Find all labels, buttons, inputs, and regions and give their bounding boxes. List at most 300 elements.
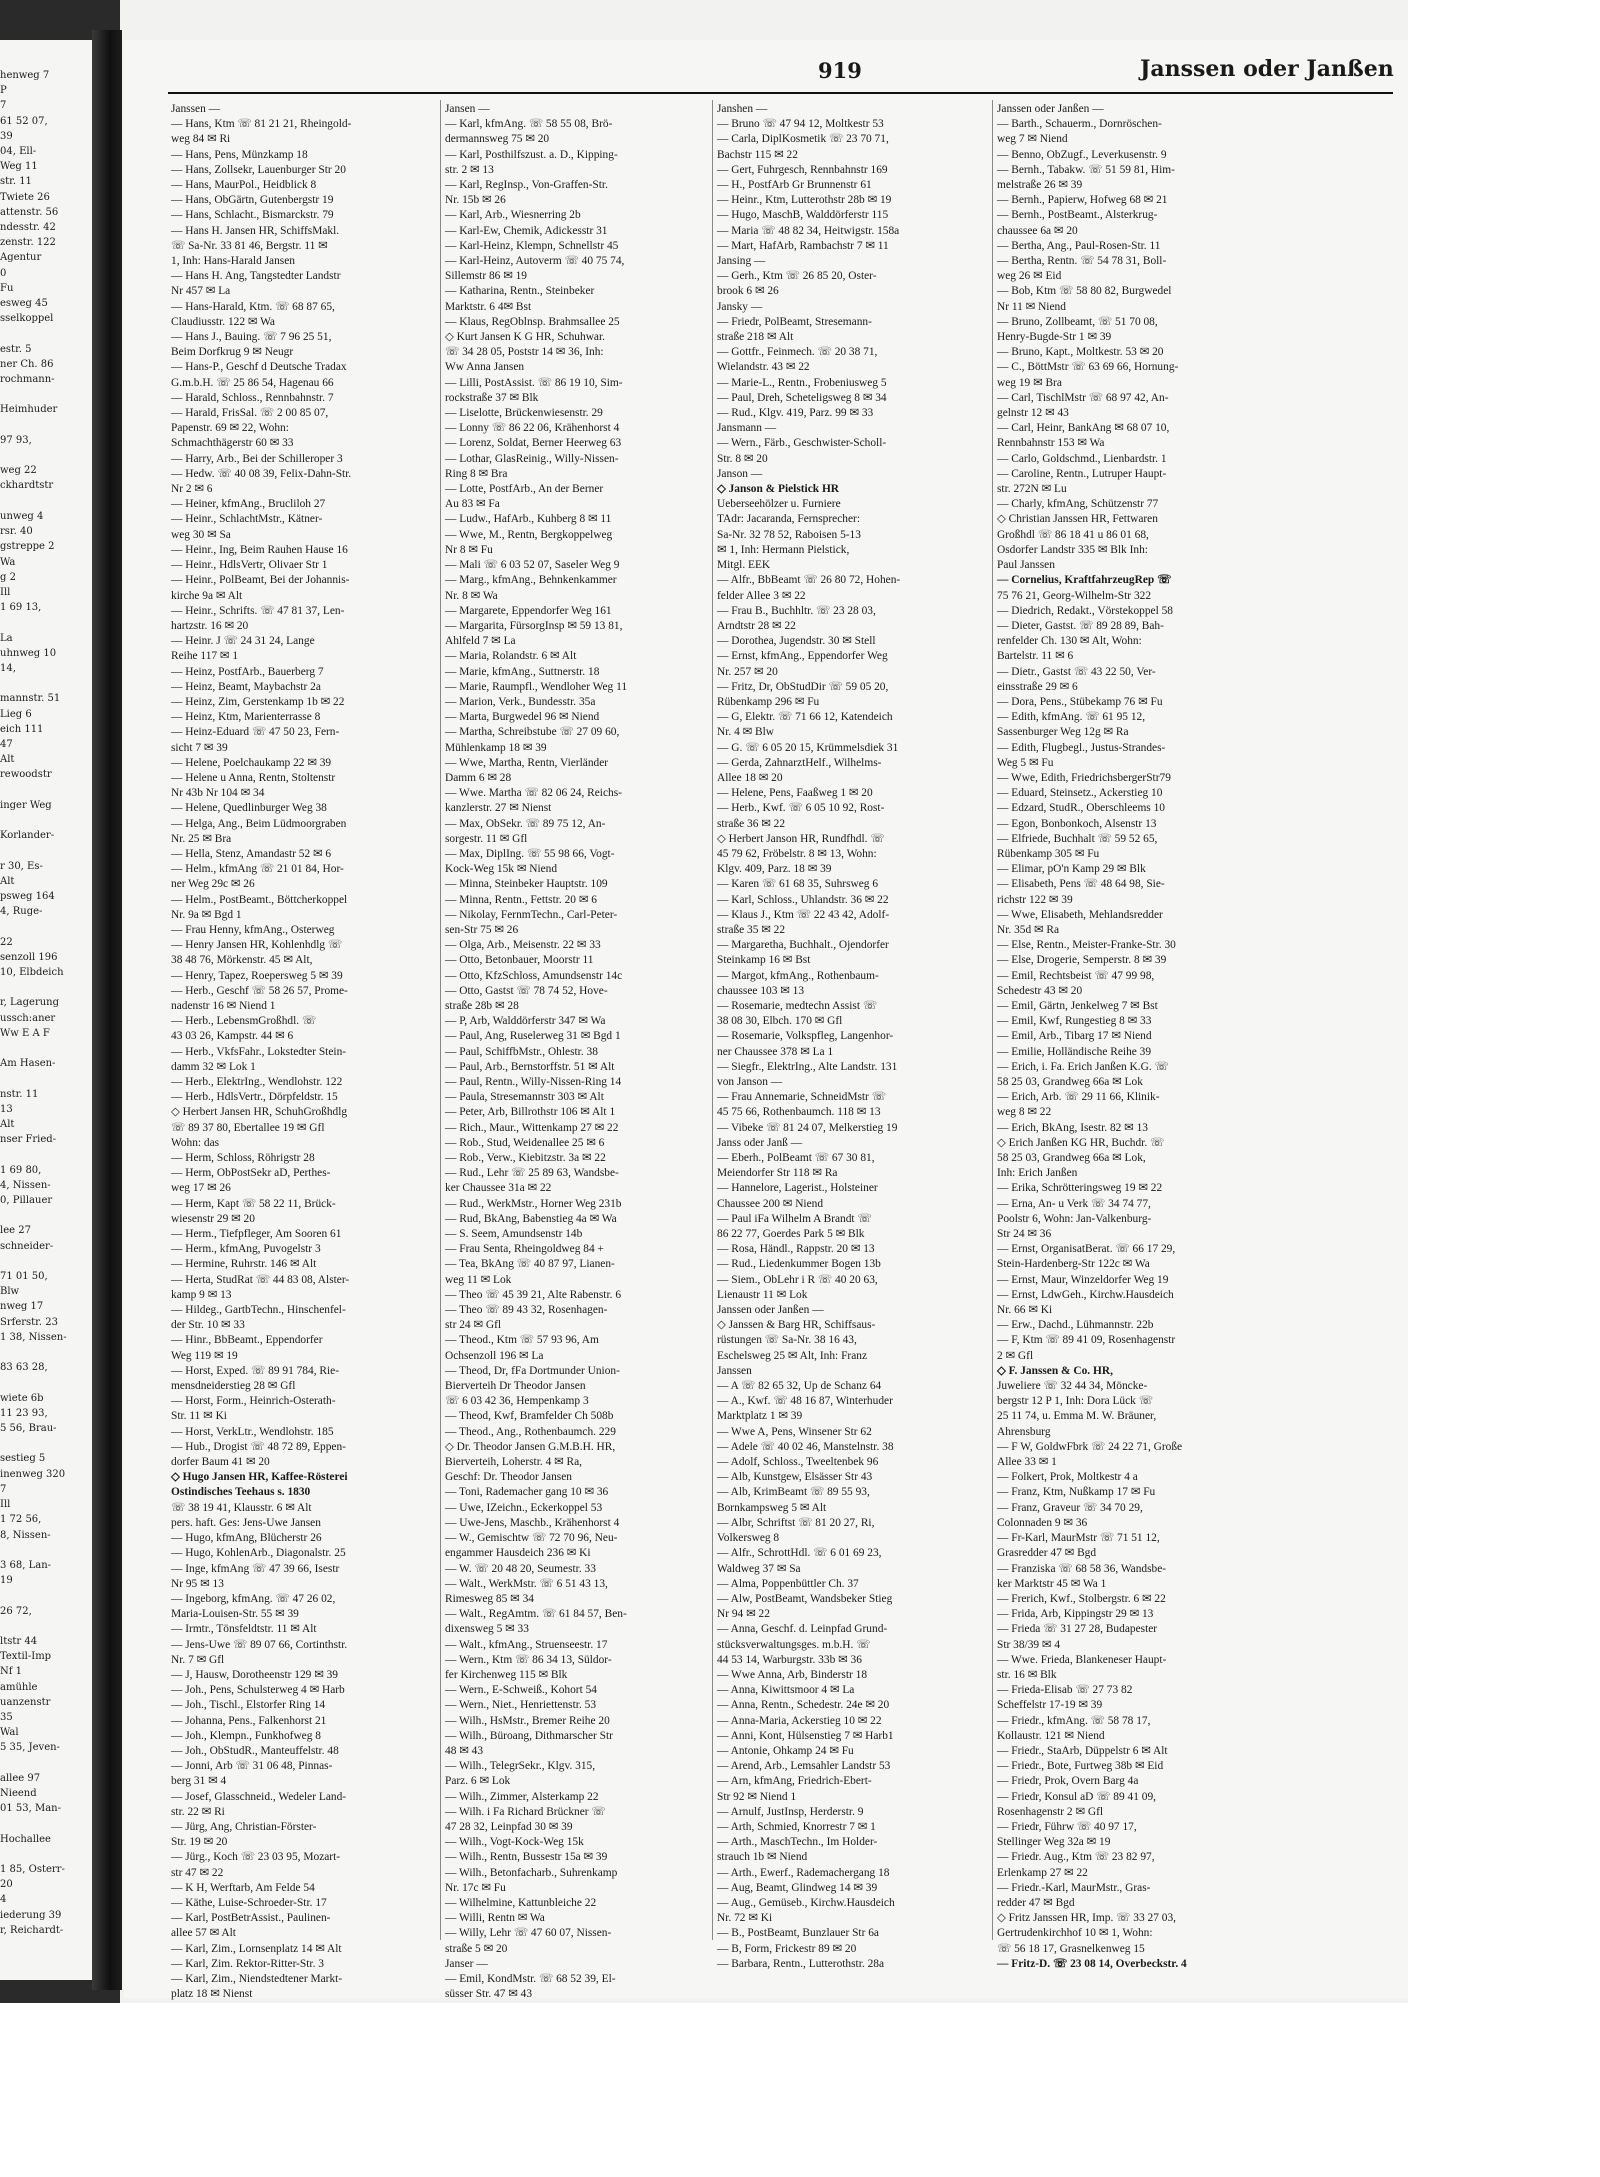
left-page-text-fragment <box>0 980 92 995</box>
directory-entry: — Heinz, PostfArb., Bauerberg 7 <box>171 665 324 678</box>
directory-entry: — Karl, Zim., Lornsenplatz 14 ✉ Alt <box>171 1942 342 1955</box>
directory-entry: — Wwe Anna, Arb, Binderstr 18 <box>717 1668 868 1681</box>
directory-entry: Allee 33 ✉ 1 <box>997 1456 1057 1469</box>
left-page-text-fragment: P <box>0 85 7 97</box>
directory-entry: — Wwe, M., Rentn, Bergkoppelweg <box>445 528 613 541</box>
directory-entry: 38 08 30, Elbch. 170 ✉ Gfl <box>717 1015 843 1028</box>
directory-entry: — Hans J., Bauing. ☏ 7 96 25 51, <box>171 331 332 344</box>
directory-entry: hartzstr. 16 ✉ 20 <box>171 619 249 632</box>
directory-entry: — Max, DiplIng. ☏ 55 98 66, Vogt- <box>445 847 615 860</box>
directory-entry: — Gerh., Ktm ☏ 26 85 20, Oster- <box>717 270 877 283</box>
directory-entry: — Erw., Dachd., Lühmannstr. 22b <box>997 1319 1154 1332</box>
directory-entry: — Wern., Färb., Geschwister-Scholl- <box>717 437 887 450</box>
directory-entry: — Irmtr., Tönsfeldtstr. 11 ✉ Alt <box>171 1623 317 1636</box>
directory-entry: ☏ 56 18 17, Grasnelkenweg 15 <box>997 1942 1145 1955</box>
directory-entry: — Rud., WerkMstr., Horner Weg 231b <box>445 1197 622 1210</box>
directory-entry: — W. ☏ 20 48 20, Seumestr. 33 <box>445 1562 596 1575</box>
left-page-text-fragment <box>0 783 92 798</box>
left-page-text-fragment: 35 <box>0 1711 13 1723</box>
directory-entry: — Benno, ObZugf., Leverkusenstr. 9 <box>997 148 1167 161</box>
directory-entry: ◇ Janssen & Barg HR, Schiffsaus- <box>717 1319 876 1332</box>
left-page-text-fragment <box>0 326 92 341</box>
left-page-text-fragment: Alt <box>0 754 15 766</box>
directory-entry: — Margot, kfmAng., Rothenbaum- <box>717 969 879 982</box>
directory-entry: — Hans, MaurPol., Heidblick 8 <box>171 179 317 192</box>
directory-entry: — A ☏ 82 65 32, Up de Schanz 64 <box>717 1380 882 1393</box>
directory-entry: — Anna-Maria, Ackerstieg 10 ✉ 22 <box>717 1714 882 1727</box>
directory-entry: — Fr-Karl, MaurMstr ☏ 71 51 12, <box>997 1532 1160 1545</box>
directory-entry: ner Weg 29c ✉ 26 <box>171 878 255 891</box>
directory-entry: straße 218 ✉ Alt <box>717 331 794 344</box>
left-page-text-fragment <box>0 387 92 402</box>
directory-page <box>124 40 1408 2001</box>
left-page-text-fragment: unweg 4 <box>0 510 44 522</box>
section-heading: Janson — <box>717 467 763 480</box>
directory-entry: — Paul, Dreh, Scheteligsweg 8 ✉ 34 <box>717 391 887 404</box>
directory-entry: bergstr 12 P 1, Inh: Dora Lück ☏ <box>997 1395 1153 1408</box>
directory-entry: mensdneiderstieg 28 ✉ Gfl <box>171 1380 296 1393</box>
directory-entry: — Margarita, FürsorgInsp ✉ 59 13 81, <box>445 619 623 632</box>
directory-entry: — Paul, Rentn., Willy-Nissen-Ring 14 <box>445 1076 622 1088</box>
left-page-text-fragment: 8, Nissen- <box>0 1529 51 1541</box>
left-page-text-fragment <box>0 1543 92 1558</box>
directory-entry: Klgv. 409, Parz. 18 ✉ 39 <box>717 863 832 876</box>
left-page-text-fragment: Weg 11 <box>0 161 38 173</box>
left-page-text-fragment: amühle <box>0 1681 38 1693</box>
directory-entry: Str 92 ✉ Niend 1 <box>717 1790 797 1803</box>
left-page-text-fragment: rewoodstr <box>0 769 52 781</box>
directory-entry: Meiendorfer Str 118 ✉ Ra <box>717 1167 838 1180</box>
directory-entry: Arndtstr 28 ✉ 22 <box>717 619 796 632</box>
directory-entry: — Hans, Zollsekr, Lauenburger Str 20 <box>171 163 346 176</box>
directory-entry: Paul Janssen <box>997 559 1055 572</box>
directory-entry: — Bruno, Zollbeamt, ☏ 51 70 08, <box>997 315 1158 328</box>
left-page-text-fragment: 7 <box>0 1483 7 1495</box>
directory-entry: — Marion, Verk., Bundesstr. 35a <box>445 695 596 708</box>
directory-entry: — Heinr., SchlachtMstr., Kätner- <box>171 513 323 526</box>
directory-entry: — Frida, Arb, Kippingstr 29 ✉ 13 <box>997 1608 1154 1621</box>
directory-entry: Henry-Bugde-Str 1 ✉ 39 <box>997 331 1112 344</box>
directory-entry: — Herm, Schloss, Röhrigstr 28 <box>171 1152 315 1165</box>
directory-entry: — A., Kwf. ☏ 48 16 87, Winterhuder <box>717 1395 893 1408</box>
directory-entry: Str. 19 ✉ 20 <box>171 1836 228 1849</box>
directory-entry: — Fritz, Dr, ObStudDir ☏ 59 05 20, <box>717 680 889 693</box>
left-page-text-fragment: estr. 5 <box>0 343 32 355</box>
left-page-text-fragment <box>0 1041 92 1056</box>
directory-entry: — Paul, Arb., Bernstorffstr. 51 ✉ Alt <box>445 1060 615 1073</box>
directory-entry: — Karl, kfmAng. ☏ 58 55 08, Brö- <box>445 118 613 131</box>
directory-entry: — Jürg., Koch ☏ 23 03 95, Mozart- <box>171 1851 341 1864</box>
directory-entry: — Josef, Glasschneid., Wedeler Land- <box>171 1790 347 1803</box>
directory-entry: ☏ Sa-Nr. 33 81 46, Bergstr. 11 ✉ <box>171 239 328 252</box>
directory-entry: — Helene, Quedlinburger Weg 38 <box>171 802 327 815</box>
left-page-text-fragment <box>0 1619 92 1634</box>
directory-entry: redder 47 ✉ Bgd <box>997 1896 1075 1909</box>
directory-entry: ker Chaussee 31a ✉ 22 <box>445 1182 552 1195</box>
left-page-text-fragment: Alt <box>0 875 15 887</box>
directory-entry: — Bob, Ktm ☏ 58 80 82, Burgwedel <box>997 285 1172 298</box>
left-page-text-fragment: inger Weg <box>0 799 52 811</box>
directory-entry: — Theo ☏ 45 39 21, Alte Rabenstr. 6 <box>445 1288 622 1301</box>
directory-entry: Weg 119 ✉ 19 <box>171 1349 238 1362</box>
directory-entry: — Hannelore, Lagerist., Holsteiner <box>717 1182 878 1195</box>
directory-entry: brook 6 ✉ 26 <box>717 285 779 298</box>
directory-entry: — Jürg, Ang, Christian-Förster- <box>171 1820 317 1833</box>
directory-entry: Str 24 ✉ 36 <box>997 1228 1052 1241</box>
directory-entry: 58 25 03, Grandweg 66a ✉ Lok, <box>997 1152 1146 1165</box>
directory-entry: str. 22 ✉ Ri <box>171 1805 225 1818</box>
left-page-text-fragment <box>0 843 92 858</box>
left-page-text-fragment <box>0 813 92 828</box>
directory-entry: — Herm, ObPostSekr aD, Perthes- <box>171 1167 331 1180</box>
directory-entry: — Caroline, Rentn., Lutruper Haupt- <box>997 467 1167 480</box>
directory-entry: — Rosa, Händl., Rappstr. 20 ✉ 13 <box>717 1243 875 1256</box>
directory-entry: — S. Seem, Amundsenstr 14b <box>445 1228 583 1241</box>
directory-entry: — Lorenz, Soldat, Berner Heerweg 63 <box>445 437 622 450</box>
directory-entry: — Wilh. i Fa Richard Brückner ☏ <box>445 1805 606 1818</box>
directory-entry: pers. haft. Ges: Jens-Uwe Jansen <box>171 1516 321 1529</box>
directory-entry: Nr. 66 ✉ Ki <box>997 1304 1053 1317</box>
directory-entry: kanzlerstr. 27 ✉ Nienst <box>445 802 552 815</box>
directory-entry: — Wwe. Frieda, Blankeneser Haupt- <box>997 1653 1167 1666</box>
directory-entry: — Heinz, Ktm, Marienterrasse 8 <box>171 711 321 724</box>
directory-entry: — Minna, Rentn., Fettstr. 20 ✉ 6 <box>445 893 597 906</box>
directory-entry: — Lilli, PostAssist. ☏ 86 19 10, Sim- <box>445 376 623 389</box>
directory-entry: — Friedr., StaArb, Düppelstr 6 ✉ Alt <box>997 1744 1168 1757</box>
directory-entry: ◇ Christian Janssen HR, Fettwaren <box>997 513 1158 526</box>
directory-entry: — Herm, Kapt ☏ 58 22 11, Brück- <box>171 1197 336 1210</box>
directory-entry: 1, Inh: Hans-Harald Jansen <box>171 255 295 268</box>
directory-entry: Reihe 117 ✉ 1 <box>171 650 239 663</box>
left-page-text-fragment: 1 85, Osterr- <box>0 1863 65 1875</box>
directory-entry: Bachstr 115 ✉ 22 <box>717 148 798 161</box>
left-page-text-fragment: 26 72, <box>0 1605 32 1617</box>
directory-entry: weg 30 ✉ Sa <box>171 528 231 541</box>
directory-entry: ◇ Kurt Jansen K G HR, Schuhwar. <box>445 331 605 344</box>
directory-entry: dermannsweg 75 ✉ 20 <box>445 133 550 146</box>
left-page-text-fragment: ussch:aner <box>0 1012 56 1024</box>
directory-entry: — Marg., kfmAng., Behnkenkammer <box>445 574 617 587</box>
left-page-text-fragment <box>0 1756 92 1771</box>
directory-entry: Stein-Hardenberg-Str 122c ✉ Wa <box>997 1258 1150 1271</box>
directory-entry: ◇ Erich Janßen KG HR, Buchdr. ☏ <box>997 1136 1165 1149</box>
directory-entry: Scheffelstr 17-19 ✉ 39 <box>997 1699 1103 1712</box>
directory-entry: — Wilh., Büroang, Dithmarscher Str <box>445 1729 613 1742</box>
left-page-text-fragment: r, Lagerung <box>0 997 60 1009</box>
directory-entry: — Emil, Gärtn, Jenkelweg 7 ✉ Bst <box>997 999 1158 1012</box>
directory-entry: Grasredder 47 ✉ Bgd <box>997 1547 1097 1560</box>
left-page-text-fragment: rochmann- <box>0 374 55 386</box>
directory-entry: — Wilhelmine, Kattunbleiche 22 <box>445 1896 597 1909</box>
header-rule <box>168 92 1393 94</box>
directory-entry: — Rob., Verw., Kiebitzstr. 3a ✉ 22 <box>445 1152 606 1165</box>
directory-entry: ◇ Fritz Janssen HR, Imp. ☏ 33 27 03, <box>997 1912 1176 1925</box>
directory-entry: — Arn, kfmAng, Friedrich-Ebert- <box>717 1775 872 1788</box>
directory-entry: Sillemstr 86 ✉ 19 <box>445 270 528 283</box>
directory-entry: TAdr: Jacaranda, Fernsprecher: <box>717 513 860 526</box>
left-page-text-fragment <box>0 1375 92 1390</box>
directory-entry: Stellinger Weg 32a ✉ 19 <box>997 1836 1111 1849</box>
directory-entry: 48 ✉ 43 <box>445 1744 484 1757</box>
directory-entry: — Dora, Pens., Stübekamp 76 ✉ Fu <box>997 695 1163 708</box>
left-page-text-fragment: 11 23 93, <box>0 1407 48 1419</box>
directory-entry: — Wwe A, Pens, Winsener Str 62 <box>717 1425 872 1438</box>
directory-entry: — Wilh., Zimmer, Alsterkamp 22 <box>445 1790 599 1803</box>
directory-entry: — Vibeke ☏ 81 24 07, Melkerstieg 19 <box>717 1121 898 1134</box>
left-page-text-fragment: Twiete 26 <box>0 191 50 203</box>
directory-entry: 86 22 77, Goerdes Park 5 ✉ Blk <box>717 1228 865 1241</box>
directory-entry: Weg 5 ✉ Fu <box>997 756 1054 769</box>
directory-entry: — Fritz-D. ☏ 23 08 14, Overbeckstr. 4 <box>997 1957 1187 1970</box>
directory-entry: rüstungen ☏ Sa-Nr. 38 16 43, <box>717 1334 857 1347</box>
directory-entry: — Heinz, Beamt, Maybachstr 2a <box>171 680 321 693</box>
directory-entry: — Karl, Zim., Niendstedtener Markt- <box>171 1972 343 1985</box>
directory-entry: allee 57 ✉ Alt <box>171 1927 236 1940</box>
directory-entry: — Ernst, OrganisatBerat. ☏ 66 17 29, <box>997 1243 1176 1256</box>
directory-entry: fer Kirchenweg 115 ✉ Blk <box>445 1668 568 1681</box>
directory-entry: Marktplatz 1 ✉ 39 <box>717 1410 803 1423</box>
directory-entry: — Lotte, PostfArb., An der Berner <box>445 483 604 496</box>
left-page-text-fragment: esweg 45 <box>0 298 48 310</box>
directory-entry: — Frau B., Buchhltr. ☏ 23 28 03, <box>717 604 876 617</box>
directory-entry: — Arth., MaschTechn., Im Holder- <box>717 1836 878 1849</box>
directory-entry: Erlenkamp 27 ✉ 22 <box>997 1866 1088 1879</box>
directory-entry: Steinkamp 16 ✉ Bst <box>717 954 811 967</box>
directory-entry: — Horst, Exped. ☏ 89 91 784, Rie- <box>171 1364 340 1377</box>
directory-entry: Großhdl ☏ 86 18 41 u 86 01 68, <box>997 528 1149 541</box>
directory-entry: — Adele ☏ 40 02 46, Manstelnstr. 38 <box>717 1440 894 1453</box>
left-page-text-fragment <box>0 1208 92 1223</box>
directory-entry: — Hella, Stenz, Amandastr 52 ✉ 6 <box>171 847 332 860</box>
directory-entry: richstr 122 ✉ 39 <box>997 893 1073 906</box>
left-page-text-fragment: Korlander- <box>0 830 55 842</box>
left-page-text-fragment: Heimhuder <box>0 404 58 416</box>
directory-entry: Nr. 7 ✉ Gfl <box>171 1653 225 1666</box>
directory-entry: — Karl, Arb., Wiesnerring 2b <box>445 209 581 222</box>
directory-entry: — Otto, Betonbauer, Moorstr 11 <box>445 954 594 967</box>
directory-entry: — Walt., kfmAng., Struenseestr. 17 <box>445 1638 608 1651</box>
directory-entry: — Hans H. Ang, Tangstedter Landstr <box>171 270 341 283</box>
directory-entry: Beim Dorfkrug 9 ✉ Neugr <box>171 346 294 359</box>
directory-entry: — Hans H. Jansen HR, SchiffsMakl. <box>171 224 340 237</box>
directory-entry: — Walt., RegAmtm. ☏ 61 84 57, Ben- <box>445 1608 627 1621</box>
directory-entry: — Theod., Ktm ☏ 57 93 96, Am <box>445 1334 599 1347</box>
directory-entry: — Aug., Gemüseb., Kirchw.Hausdeich <box>717 1896 895 1909</box>
directory-entry: — Heinr., Ing, Beim Rauhen Hause 16 <box>171 543 348 556</box>
left-page-text-fragment: Alt <box>0 1119 15 1131</box>
directory-entry: — Emil, Kwf, Rungestieg 8 ✉ 33 <box>997 1015 1152 1028</box>
directory-entry: — Rich., Maur., Wittenkamp 27 ✉ 22 <box>445 1121 619 1134</box>
directory-entry: kamp 9 ✉ 13 <box>171 1288 232 1301</box>
directory-entry: Kock-Weg 15k ✉ Niend <box>445 863 558 876</box>
left-page-text-fragment: lee 27 <box>0 1225 31 1237</box>
left-page-text-fragment: Nf 1 <box>0 1666 22 1678</box>
directory-entry: damm 32 ✉ Lok 1 <box>171 1060 256 1073</box>
directory-entry: — Heinz, Zim, Gerstenkamp 1b ✉ 22 <box>171 695 345 708</box>
left-page-text-fragment <box>0 919 92 934</box>
left-page-text-fragment: ner Ch. 86 <box>0 358 54 370</box>
left-page-text-fragment: allee 97 <box>0 1772 41 1784</box>
left-page-text-fragment: Textil-Imp <box>0 1651 52 1663</box>
directory-entry: — Käthe, Luise-Schroeder-Str. 17 <box>171 1896 327 1909</box>
directory-entry: — Friedr.-Karl, MaurMstr., Gras- <box>997 1881 1151 1894</box>
directory-entry: str. 16 ✉ Blk <box>997 1668 1057 1681</box>
directory-entry: — Bertha, Rentn. ☏ 54 78 31, Boll- <box>997 255 1167 268</box>
left-page-text-fragment: sestieg 5 <box>0 1453 46 1465</box>
directory-entry: — Herta, StudRat ☏ 44 83 08, Alster- <box>171 1273 350 1286</box>
directory-entry: platz 18 ✉ Nienst <box>171 1988 253 2001</box>
directory-entry: — Adolf, Schloss., Tweeltenbek 96 <box>717 1456 879 1469</box>
directory-entry: — Marie, kfmAng., Suttnerstr. 18 <box>445 665 600 678</box>
directory-entry: — Arnulf, JustInsp, Herderstr. 9 <box>717 1805 864 1818</box>
left-page-text-fragment: 14, <box>0 662 16 674</box>
directory-entry: — Johanna, Pens., Falkenhorst 21 <box>171 1714 327 1727</box>
left-page-text-fragment <box>0 1147 92 1162</box>
left-page-text-fragment: attenstr. 56 <box>0 206 59 218</box>
left-page-text-fragment <box>0 1816 92 1831</box>
directory-entry: — Willy, Lehr ☏ 47 60 07, Nissen- <box>445 1927 612 1940</box>
directory-entry: — Edith, Flugbegl., Justus-Strandes- <box>997 741 1166 754</box>
directory-entry: — Arth, Schmied, Knorrestr 7 ✉ 1 <box>717 1820 876 1833</box>
directory-entry: — Gottfr., Feinmech. ☏ 20 38 71, <box>717 346 878 359</box>
directory-entry: — Margarete, Eppendorfer Weg 161 <box>445 604 612 617</box>
directory-entry: Bierverteih Dr Theodor Jansen <box>445 1380 586 1393</box>
directory-entry: — Katharina, Rentn., Steinbeker <box>445 285 595 298</box>
directory-entry: — Theod., Ang., Rothenbaumch. 229 <box>445 1425 616 1438</box>
directory-entry: 58 25 03, Grandweg 66a ✉ Lok <box>997 1076 1143 1088</box>
directory-entry: — Herb., HdlsVertr., Dörpfeldstr. 15 <box>171 1091 338 1104</box>
directory-entry: — Dietr., Gastst ☏ 43 22 50, Ver- <box>997 665 1156 678</box>
left-page-text-fragment: wiete 6b <box>0 1392 44 1404</box>
directory-entry: G.m.b.H. ☏ 25 86 54, Hagenau 66 <box>171 376 334 389</box>
left-page-text-fragment: Ill <box>0 586 11 598</box>
left-page-text-fragment: zenstr. 122 <box>0 237 56 249</box>
left-page-text-fragment: 4 <box>0 1894 7 1906</box>
directory-entry: Ahrensburg <box>997 1425 1051 1438</box>
directory-entry: — Herb., Geschf ☏ 58 26 57, Prome- <box>171 984 348 997</box>
left-page-text-fragment: 01 53, Man- <box>0 1803 62 1815</box>
directory-entry: — Liselotte, Brückenwiesenstr. 29 <box>445 407 603 420</box>
directory-entry: — Albr, Schriftst ☏ 81 20 27, Ri, <box>717 1516 875 1529</box>
left-page-text-fragment: g 2 <box>0 571 16 583</box>
directory-entry: sicht 7 ✉ 39 <box>171 741 228 754</box>
left-page-text-fragment: Lieg 6 <box>0 708 32 720</box>
directory-column-4 <box>997 102 1267 1970</box>
directory-entry: — Wern., E-Schweiß., Kohort 54 <box>445 1684 597 1697</box>
left-page-text-fragment: schneider- <box>0 1240 54 1252</box>
directory-entry: — Erna, An- u Verk ☏ 34 74 77, <box>997 1197 1151 1210</box>
directory-entry: berg 31 ✉ 4 <box>171 1775 227 1788</box>
directory-entry: — Frau Senta, Rheingoldweg 84 + <box>445 1243 604 1256</box>
directory-entry: — Karl, Posthilfszust. a. D., Kipping- <box>445 148 618 161</box>
directory-entry: — Anni, Kont, Hülsenstieg 7 ✉ Harb1 <box>717 1729 894 1742</box>
directory-entry: Ring 8 ✉ Bra <box>445 467 508 480</box>
left-page-text-fragment: Fu <box>0 282 14 294</box>
left-page-text-fragment: 5 35, Jeven- <box>0 1742 60 1754</box>
directory-column-1 <box>171 102 441 2001</box>
section-heading: Jansmann — <box>717 422 777 435</box>
directory-entry: chaussee 6a ✉ 20 <box>997 224 1078 237</box>
directory-entry: — Heinr., Schrifts. ☏ 47 81 37, Len- <box>171 604 345 617</box>
left-page-text-fragment: Wa <box>0 556 16 568</box>
left-page-text-fragment: uhnweg 10 <box>0 647 57 659</box>
directory-entry: Sa-Nr. 32 78 52, Raboisen 5-13 <box>717 528 861 541</box>
left-page-text-fragment: 1 69 13, <box>0 602 42 614</box>
left-page-text-fragment <box>0 1588 92 1603</box>
directory-entry: — Harald, FrisSal. ☏ 2 00 85 07, <box>171 407 329 420</box>
directory-entry: Nr 95 ✉ 13 <box>171 1577 224 1590</box>
directory-entry: — Ingeborg, kfmAng. ☏ 47 26 02, <box>171 1592 336 1605</box>
directory-entry: — Olga, Arb., Meisenstr. 22 ✉ 33 <box>445 939 601 952</box>
directory-entry: — Hugo, kfmAng, Blücherstr 26 <box>171 1532 322 1545</box>
directory-entry: — Ernst, Maur, Winzeldorfer Weg 19 <box>997 1273 1169 1286</box>
left-page-text-fragment: nser Fried- <box>0 1134 57 1146</box>
directory-entry: Maria-Louisen-Str. 55 ✉ 39 <box>171 1608 299 1621</box>
directory-entry: str. 272N ✉ Lu <box>997 483 1067 496</box>
left-page-text-fragment: 10, Elbdeich <box>0 966 64 978</box>
directory-entry: ner Chaussee 378 ✉ La 1 <box>717 1045 834 1058</box>
left-page-text-fragment: ltstr 44 <box>0 1635 38 1647</box>
section-heading: Janshen — <box>717 103 768 115</box>
directory-entry: — J, Hausw, Dorotheenstr 129 ✉ 39 <box>171 1668 338 1681</box>
directory-entry: — Arend, Arb., Lemsahler Landstr 53 <box>717 1760 891 1773</box>
directory-entry: — Eberh., PolBeamt ☏ 67 30 81, <box>717 1152 875 1165</box>
directory-entry: — Helene, Pens, Faaßweg 1 ✉ 20 <box>717 787 873 800</box>
directory-entry: Str. 8 ✉ 20 <box>717 452 768 465</box>
directory-entry: — Bernh., PostBeamt., Alsterkrug- <box>997 209 1158 222</box>
directory-entry: — Wilh., HsMstr., Bremer Reihe 20 <box>445 1714 610 1727</box>
directory-entry: str 24 ✉ Gfl <box>445 1319 502 1332</box>
directory-entry: — Theo ☏ 89 43 32, Rosenhagen- <box>445 1304 608 1317</box>
directory-entry: — Rud., Klgv. 419, Parz. 99 ✉ 33 <box>717 407 874 420</box>
directory-entry: — Joh., ObStudR., Manteuffelstr. 48 <box>171 1744 339 1757</box>
directory-entry: ◇ Hugo Jansen HR, Kaffee-Rösterei <box>171 1471 348 1484</box>
directory-entry: nadenstr 16 ✉ Niend 1 <box>171 999 276 1012</box>
directory-entry: — Wwe, Edith, FriedrichsbergerStr79 <box>997 771 1171 784</box>
directory-entry: Juweliere ☏ 32 44 34, Möncke- <box>997 1380 1148 1393</box>
directory-entry: — Emil, Arb., Tibarg 17 ✉ Niend <box>997 1030 1152 1043</box>
section-heading: Janssen oder Janßen — <box>997 103 1104 115</box>
directory-entry: Colonnaden 9 ✉ 36 <box>997 1516 1088 1529</box>
directory-entry: — Marie, Raumpfl., Wendloher Weg 11 <box>445 680 628 693</box>
directory-entry: — Karen ☏ 61 68 35, Suhrsweg 6 <box>717 878 879 891</box>
directory-entry: — Else, Rentn., Meister-Franke-Str. 30 <box>997 939 1176 952</box>
directory-entry: — Otto, Gastst ☏ 78 74 52, Hove- <box>445 984 608 997</box>
directory-entry: — Anna, Kiwittsmoor 4 ✉ La <box>717 1684 855 1697</box>
directory-entry: Wielandstr. 43 ✉ 22 <box>717 361 810 374</box>
directory-entry: — Joh., Tischl., Elstorfer Ring 14 <box>171 1699 326 1712</box>
directory-entry: — Dorothea, Jugendstr. 30 ✉ Stell <box>717 635 876 648</box>
directory-entry: — Herb., ElektrIng., Wendlohstr. 122 <box>171 1076 343 1088</box>
directory-entry: — B., PostBeamt, Bunzlauer Str 6a <box>717 1927 879 1940</box>
directory-entry: — Frerich, Kwf., Stolbergstr. 6 ✉ 22 <box>997 1592 1166 1605</box>
directory-entry: straße 5 ✉ 20 <box>445 1942 508 1955</box>
directory-entry: rockstraße 37 ✉ Blk <box>445 391 539 404</box>
directory-entry: — Paul, Ang, Ruselerweg 31 ✉ Bgd 1 <box>445 1030 621 1043</box>
directory-entry: — Hinr., BbBeamt., Eppendorfer <box>171 1334 323 1347</box>
left-page-text-fragment: 39 <box>0 130 13 142</box>
left-page-text-fragment: 4, Ruge- <box>0 906 43 918</box>
directory-entry: 47 28 32, Leinpfad 30 ✉ 39 <box>445 1820 573 1833</box>
directory-entry: — F, Ktm ☏ 89 41 09, Rosenhagenstr <box>997 1334 1176 1347</box>
directory-entry: — Marta, Burgwedel 96 ✉ Niend <box>445 711 600 724</box>
directory-entry: Nr 8 ✉ Fu <box>445 543 493 556</box>
directory-entry: 45 75 66, Rothenbaumch. 118 ✉ 13 <box>717 1106 881 1119</box>
directory-entry: weg 84 ✉ Ri <box>171 133 231 146</box>
directory-entry: — Tea, BkAng ☏ 40 87 97, Lianen- <box>445 1258 615 1271</box>
directory-entry: ☏ 89 37 80, Ebertallee 19 ✉ Gfl <box>171 1121 325 1134</box>
left-page-text-fragment: Agentur <box>0 252 42 264</box>
